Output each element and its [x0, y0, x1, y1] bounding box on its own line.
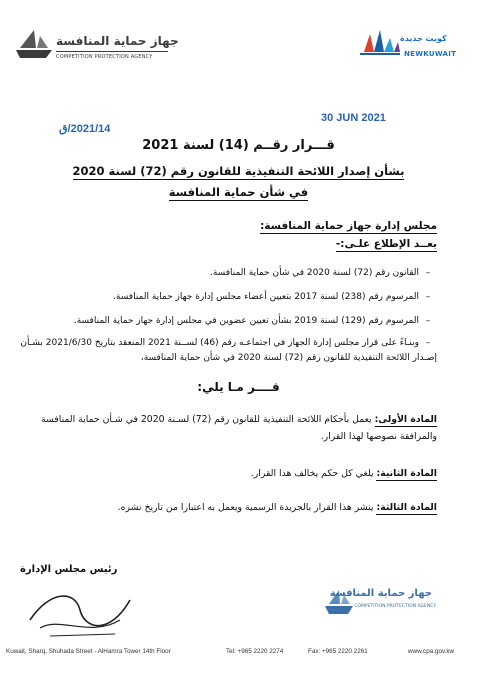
signature-title: رئيس مجلس الإدارة [20, 564, 118, 575]
article-3: المادة الثالثة: ينشر هذا القرار بالجريدة الرسمية ويعمل به اعتبارا من تاريخ نشره. [117, 502, 437, 513]
new-kuwait-ar: كويت جديدة [400, 34, 447, 43]
list-item: –المرسوم رقم (238) لسنة 2017 بتعيين أعضاء مجلس إدارة جهاز حماية المنافسة. [113, 292, 431, 302]
new-kuwait-en: NEWKUWAIT [404, 50, 457, 58]
signature-graphic [20, 580, 140, 642]
footer-tel: Tel: +965 2220 2274 [226, 648, 284, 655]
decided-heading: قــــر مـا يلي: [197, 380, 280, 394]
org-name-ar: جهاز حماية المنافسة [56, 34, 179, 48]
decision-subtitle-2: في شأن حماية المنافسة [168, 185, 309, 199]
having-reviewed-heading: بعــد الإطلاع علـى:- [335, 238, 437, 250]
new-kuwait-logo [356, 22, 477, 77]
board-heading: مجلس إدارة جهاز حماية المنافسة: [260, 220, 437, 232]
date-en: 30 JUN 2021 [321, 112, 386, 124]
new-kuwait-emblem-icon [356, 28, 404, 58]
list-item: –القانون رقم (72) لسنة 2020 في شأن حماية المنافسة. [210, 268, 431, 278]
ship-icon [14, 26, 54, 62]
org-name-en: COMPETITION PROTECTION AGENCY [56, 54, 153, 60]
list-item: –المرسوم رقم (129) لسنة 2019 بشأن تعيين عضوين في مجلس إدارة جهاز حماية المنافسة. [73, 316, 431, 326]
list-item: –وبنـاءً على قرار مجلس إدارة الجهاز في اجتماعـه رقم (46) لســنة 2021 المنعقد بتاريخ 2021/6/30 بشـأن إصـدار اللائحة التنفيذية للقانون رقم (72) لسنة 2020 في شأن حماية المنافسة، [20, 338, 437, 363]
cpa-logo [14, 18, 179, 66]
divider [56, 51, 168, 52]
footer [0, 645, 477, 665]
decision-title: قـــرار رقــم (14) لسنة 2021 [142, 138, 335, 153]
decision-ref-date: 2021/14/ق [59, 123, 111, 135]
footer-web: www.cpa.gov.kw [408, 648, 455, 655]
decision-subtitle: بشأن إصدار اللائحة التنفيذية للقانون رقم (72) لسنة 2020 [72, 164, 405, 178]
article-2: المادة الثانية: يلغي كل حكم يخالف هذا القرار. [250, 468, 437, 479]
cpa-stamp-logo [300, 584, 440, 634]
stamp-org-name-en: COMPETITION PROTECTION AGENCY [354, 604, 436, 609]
footer-address: Kuwait, Sharq, Shuhada Street - AlHamra Tower 14th Floor [6, 648, 171, 655]
article-1: المادة الأولى: يعمل بأحكام اللائحة التنفيذية للقانون رقم (72) لسـنة 2020 في شـأن حماية المنافسة والمرافقة نصوصها لهذا القرار. [41, 414, 437, 442]
stamp-org-name-ar: جهاز حماية المنافسة [329, 588, 432, 599]
footer-fax: Fax: +965 2220 2261 [308, 648, 368, 655]
